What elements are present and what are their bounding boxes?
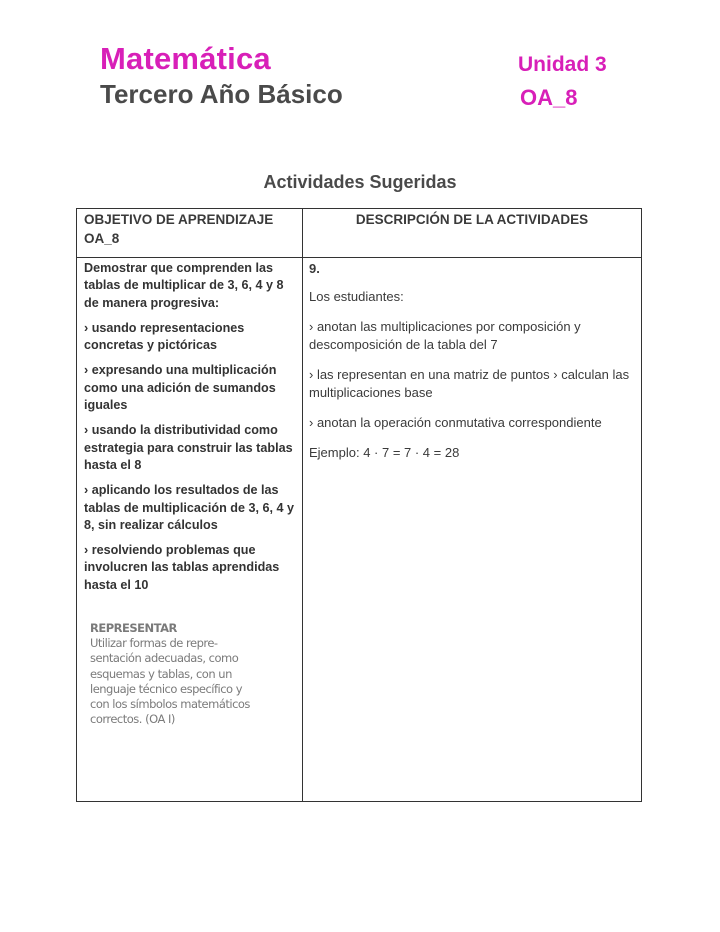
header-objective-line1: OBJETIVO DE APRENDIZAJE — [84, 212, 274, 227]
skill-note-line: lenguaje técnico específico y — [90, 681, 243, 696]
column-divider — [302, 209, 303, 801]
objective-item: › resolviendo problemas que involucren las tablas aprendidas hasta el 10 — [84, 543, 280, 592]
activity-number: 9. — [309, 261, 320, 276]
objective-code-label: OA_8 — [520, 85, 578, 110]
activity-intro: Los estudiantes: — [309, 289, 404, 304]
header-row-divider — [77, 257, 641, 258]
grade-subtitle: Tercero Año Básico — [100, 79, 343, 109]
skill-note-line: sentación adecuadas, como — [90, 651, 239, 666]
skill-note-line: con los símbolos matemáticos — [90, 697, 250, 712]
objective-intro: Demostrar que comprenden las tablas de multiplicar de 3, 6, 4 y 8 de manera progresiva: — [84, 261, 284, 310]
objective-item: › expresando una multiplicación como una adición de sumandos iguales — [84, 363, 277, 413]
subject-title: Matemática — [100, 41, 271, 76]
activity-item: › las representan en una matriz de puntos › calculan las multiplicaciones base — [309, 367, 630, 400]
header-description: DESCRIPCIÓN DE LA ACTIVIDADES — [355, 212, 589, 227]
activity-example: Ejemplo: 4 · 7 = 7 · 4 = 28 — [309, 445, 460, 460]
activity-item: › anotan la operación conmutativa correspondiente — [309, 415, 602, 430]
skill-note-line: Utilizar formas de repre- — [90, 636, 218, 651]
section-title: Actividades Sugeridas — [263, 172, 457, 192]
activity-item: › anotan las multiplicaciones por composición y descomposición de la tabla del 7 — [309, 319, 581, 352]
skill-note-line: correctos. (OA I) — [90, 712, 175, 727]
skill-note-line: esquemas y tablas, con un — [90, 666, 232, 681]
skill-note — [90, 621, 280, 727]
unit-label: Unidad 3 — [518, 53, 607, 76]
header-objective — [84, 210, 299, 248]
objective-item: › usando representaciones concretas y pictóricas — [84, 320, 245, 353]
skill-note-title: REPRESENTAR — [90, 621, 177, 635]
activities-table — [76, 208, 642, 802]
header-objective-line2: OA_8 — [84, 231, 120, 246]
activity-cell — [309, 260, 639, 474]
objective-cell — [84, 260, 298, 602]
objective-item: › aplicando los resultados de las tablas de multiplicación de 3, 6, 4 y 8, sin realizar cálculos — [84, 483, 294, 532]
objective-item: › usando la distributividad como estrategia para construir las tablas hasta el 8 — [84, 423, 293, 472]
